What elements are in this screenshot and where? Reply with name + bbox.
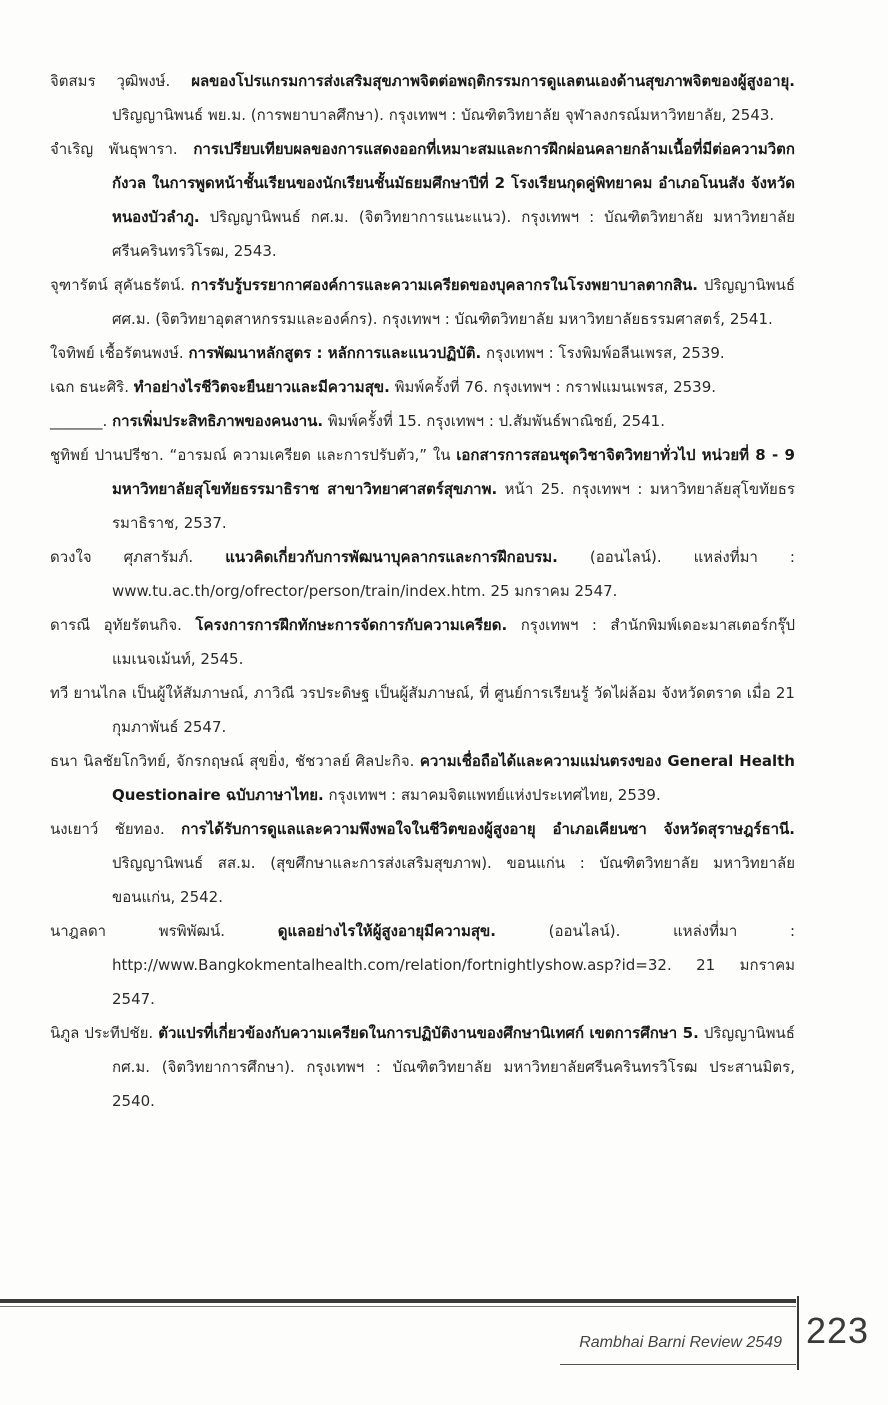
reference-details: กรุงเทพฯ : สำนักพิมพ์เดอะมาสเตอร์กรุ๊ป แมเนจเม้นท์, 2545.: [112, 616, 795, 668]
reference-title: ผลของโปรแกรมการส่งเสริมสุขภาพจิตต่อพฤติกรรมการดูแลตนเองด้านสุขภาพจิตของผู้สูงอายุ.: [191, 72, 795, 90]
reference-entry: [50, 1016, 795, 1118]
reference-author: ชูทิพย์ ปานปรีชา. “อารมณ์ ความเครียด และการปรับตัว,” ใน: [50, 446, 451, 464]
reference-entry: [50, 268, 795, 336]
reference-author: ดวงใจ ศุภสารัมภ์.: [50, 548, 194, 566]
reference-author: นิภูล ประทีปชัย.: [50, 1024, 154, 1042]
reference-entry: [50, 676, 795, 744]
reference-author: เฉก ธนะศิริ.: [50, 378, 130, 396]
reference-details: ปริญญานิพนธ์ กศ.ม. (จิตวิทยาการศึกษา). กรุงเทพฯ : บัณฑิตวิทยาลัย มหาวิทยาลัยศรีนครินทรวิโรฒ ประสานมิตร, 2540.: [112, 1024, 795, 1110]
reference-author: _______.: [50, 412, 108, 430]
reference-entry: [50, 608, 795, 676]
reference-title: ทำอย่างไรชีวิตจะยืนยาวและมีความสุข.: [133, 378, 390, 396]
reference-details: หน้า 25. กรุงเทพฯ : มหาวิทยาลัยสุโขทัยธรรมาธิราช, 2537.: [112, 480, 795, 532]
reference-details: (ออนไลน์). แหล่งที่มา : www.tu.ac.th/org/ofrector/person/train/index.htm. 25 มกราคม 2547.: [112, 548, 795, 600]
reference-entry: [50, 438, 795, 540]
reference-details: ปริญญานิพนธ์ ศศ.ม. (จิตวิทยาอุตสาหกรรมและองค์กร). กรุงเทพฯ : บัณฑิตวิทยาลัย มหาวิทยาลัยธรรมศาสตร์, 2541.: [112, 276, 795, 328]
reference-details: เป็นผู้ให้สัมภาษณ์, ภาวิณี วรประดิษฐ เป็นผู้สัมภาษณ์, ที่ ศูนย์การเรียนรู้ วัดไผ่ล้อม จังหวัดตราด เมื่อ 21 กุมภาพันธ์ 2547.: [112, 684, 795, 736]
journal-name: Rambhai Barni Review 2549: [579, 1334, 782, 1351]
reference-entry: [50, 64, 795, 132]
reference-title: การพัฒนาหลักสูตร : หลักการและแนวปฏิบัติ.: [188, 344, 482, 362]
footer-vertical-divider: [797, 1296, 799, 1370]
reference-details: พิมพ์ครั้งที่ 76. กรุงเทพฯ : กราฟแมนเพรส, 2539.: [394, 378, 717, 396]
reference-title: ความเชื่อถือได้และความแม่นตรงของ General Health Questionaire ฉบับภาษาไทย.: [112, 752, 795, 804]
reference-entry: [50, 540, 795, 608]
reference-details: กรุงเทพฯ : สมาคมจิตแพทย์แห่งประเทศไทย, 2539.: [328, 786, 661, 804]
reference-author: ใจทิพย์ เชื้อรัตนพงษ์.: [50, 344, 184, 362]
reference-title: การรับรู้บรรยากาศองค์การและความเครียดของบุคลากรในโรงพยาบาลตากสิน.: [191, 276, 698, 294]
reference-entry: [50, 132, 795, 268]
reference-entry: [50, 370, 795, 404]
reference-title: การเพิ่มประสิทธิภาพของคนงาน.: [112, 412, 324, 430]
reference-entry: [50, 744, 795, 812]
footer-divider-thin: [0, 1306, 796, 1307]
page-number: 223: [806, 1310, 870, 1351]
reference-details: ปริญญานิพนธ์ กศ.ม. (จิตวิทยาการแนะแนว). กรุงเทพฯ : บัณฑิตวิทยาลัย มหาวิทยาลัยศรีนครินทรวิโรฒ, 2543.: [112, 208, 795, 260]
reference-details: พิมพ์ครั้งที่ 15. กรุงเทพฯ : ป.สัมพันธ์พาณิชย์, 2541.: [327, 412, 665, 430]
reference-details: กรุงเทพฯ : โรงพิมพ์อลีนเพรส, 2539.: [486, 344, 725, 362]
reference-title: ดูแลอย่างไรให้ผู้สูงอายุมีความสุข.: [277, 922, 496, 940]
reference-details: (ออนไลน์). แหล่งที่มา : http://www.Bangkokmentalhealth.com/relation/fortnightlyshow.asp?id=32. 21 มกราคม 2547.: [112, 922, 795, 1008]
reference-list: [50, 64, 795, 1118]
reference-entry: [50, 812, 795, 914]
reference-title: แนวคิดเกี่ยวกับการพัฒนาบุคลากรและการฝึกอบรม.: [225, 548, 558, 566]
reference-entry: [50, 914, 795, 1016]
reference-title: โครงการการฝึกทักษะการจัดการกับความเครียด.: [195, 616, 508, 634]
reference-author: จิตสมร วุฒิพงษ์.: [50, 72, 171, 90]
reference-details: ปริญญานิพนธ์ สส.ม. (สุขศึกษาและการส่งเสริมสุขภาพ). ขอนแก่น : บัณฑิตวิทยาลัย มหาวิทยาลัยขอนแก่น, 2542.: [112, 854, 795, 906]
reference-author: ดารณี อุทัยรัตนกิจ.: [50, 616, 182, 634]
reference-details: ปริญญานิพนธ์ พย.ม. (การพยาบาลศึกษา). กรุงเทพฯ : บัณฑิตวิทยาลัย จุฬาลงกรณ์มหาวิทยาลัย, 2543.: [112, 106, 775, 124]
reference-author: ทวี ยานไกล: [50, 684, 127, 702]
footer-divider-thick: [0, 1299, 796, 1303]
reference-entry: [50, 336, 795, 370]
reference-title: การได้รับการดูแลและความพึงพอใจในชีวิตของผู้สูงอายุ อำเภอเคียนซา จังหวัดสุราษฎร์ธานี.: [181, 820, 795, 838]
reference-entry: [50, 404, 795, 438]
reference-title: การเปรียบเทียบผลของการแสดงออกที่เหมาะสมและการฝึกผ่อนคลายกล้ามเนื้อที่มีต่อความวิตกกังวล ในการพูดหน้าชั้นเรียนของนักเรียนชั้นมัธยมศึกษาปีที่ 2 โรงเรียนกุดคู่พิทยาคม อำเภอโนนสัง จังหวัดหนองบัวลำภู.: [112, 140, 795, 226]
reference-author: จำเริญ พันธุพารา.: [50, 140, 178, 158]
reference-author: ธนา นิลชัยโกวิทย์, จักรกฤษณ์ สุขยิ่ง, ชัชวาลย์ ศิลปะกิจ.: [50, 752, 415, 770]
reference-title: เอกสารการสอนชุดวิชาจิตวิทยาทั่วไป หน่วยที่ 8 - 9 มหาวิทยาลัยสุโขทัยธรรมาธิราช สาขาวิทยาศาสตร์สุขภาพ.: [112, 446, 795, 498]
reference-author: จุฑารัตน์ สุคันธรัตน์.: [50, 276, 186, 294]
reference-title: ตัวแปรที่เกี่ยวข้องกับความเครียดในการปฏิบัติงานของศึกษานิเทศก์ เขตการศึกษา 5.: [158, 1024, 699, 1042]
reference-author: นงเยาว์ ชัยทอง.: [50, 820, 165, 838]
footer-underline: [560, 1364, 796, 1365]
reference-author: นาฎลดา พรพิพัฒน์.: [50, 922, 226, 940]
